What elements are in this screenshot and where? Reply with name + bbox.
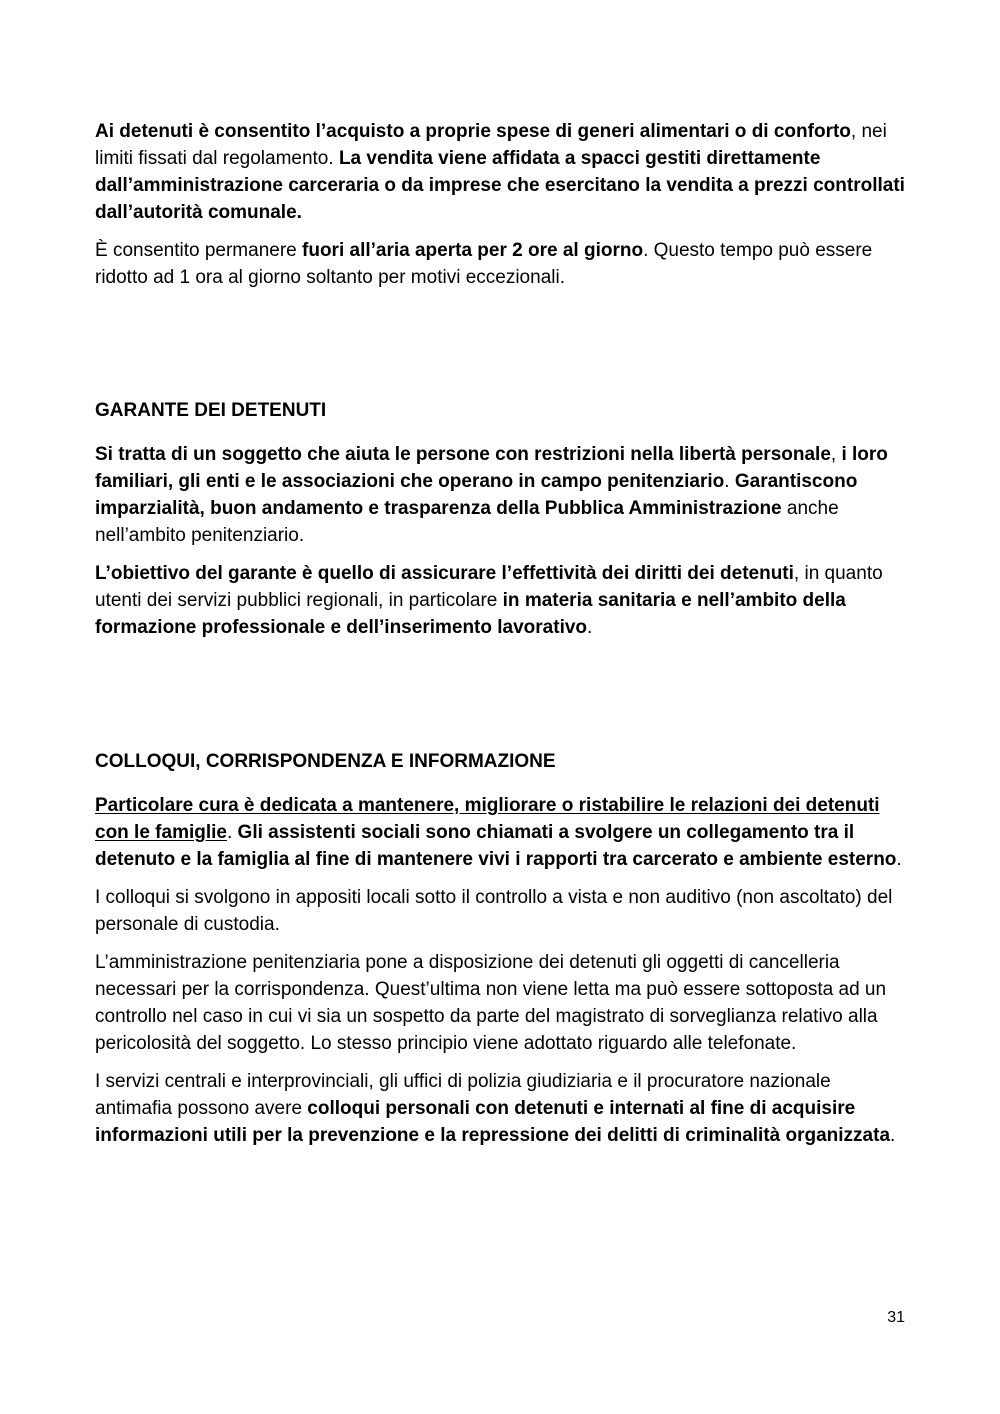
underlined-bold-text: Particolare cura è dedicata a mantenere, migliorare o ristabilire le relazioni dei detenuti con le famiglie — [95, 795, 880, 843]
section-garante — [95, 441, 907, 641]
text: È consentito permanere — [95, 240, 303, 261]
bold-text: colloqui personali con detenuti e internati al fine di acquisire informazioni utili per la prevenzione e la repressione dei delitti di criminalità organizzata — [95, 1098, 891, 1146]
paragraph-colloqui-investigativi — [95, 1068, 907, 1149]
bold-text: i loro familiari, gli enti e le associazioni che operano in campo penitenziario — [95, 444, 888, 492]
heading-colloqui: COLLOQUI, CORRISPONDENZA E INFORMAZIONE — [95, 751, 556, 772]
paragraph-garante-obiettivo — [95, 560, 907, 641]
paragraph-aria-aperta — [95, 237, 907, 291]
bold-text: fuori all’aria aperta per 2 ore al giorno — [302, 240, 644, 261]
text: . — [890, 1125, 896, 1146]
bold-text: La vendita viene affidata a spacci gestiti direttamente dall’amministrazione carceraria o da imprese che esercitano la vendita a prezzi controllati dall’autorità comunale. — [95, 148, 905, 223]
section-colloqui — [95, 792, 907, 1149]
text: , — [830, 444, 842, 465]
text: . — [896, 849, 902, 870]
paragraph-acquisti — [95, 118, 907, 226]
paragraph-garante-definizione — [95, 441, 907, 549]
text: . — [587, 617, 593, 638]
text: anche nell’ambito penitenziario. — [95, 498, 839, 546]
text: , in quanto utenti dei servizi pubblici regionali, in particolare — [95, 563, 883, 611]
bold-text: Garantiscono imparzialità, buon andamento e trasparenza della Pubblica Amministrazione — [95, 471, 858, 519]
text: I servizi centrali e interprovinciali, gli uffici di polizia giudiziaria e il procuratore nazionale antimafia possono avere — [95, 1071, 831, 1119]
paragraph-corrispondenza: L’amministrazione penitenziaria pone a disposizione dei detenuti gli oggetti di cancelleria necessari per la corrispondenza. Quest’ultima non viene letta ma può essere sottoposta ad un controllo nel caso in cui vi sia un sospetto da parte del magistrato di sorveglianza relativo alla pericolosità del soggetto. Lo stesso principio viene adottato riguardo alle telefonate. — [95, 952, 887, 1054]
bold-text: L’obiettivo del garante è quello di assicurare l’effettività dei diritti dei detenuti — [95, 563, 794, 584]
bold-text: Si tratta di un soggetto che aiuta le persone con restrizioni nella libertà personale — [95, 444, 831, 465]
bold-text: in materia sanitaria e nell’ambito della formazione professionale e dell’inserimento lavorativo — [95, 590, 846, 638]
paragraph-famiglie — [95, 792, 907, 873]
page-number: 31 — [887, 1309, 905, 1326]
text: . Questo tempo può essere ridotto ad 1 ora al giorno soltanto per motivi eccezionali. — [95, 240, 873, 288]
bold-text: Ai detenuti è consentito l’acquisto a proprie spese di generi alimentari o di conforto — [95, 121, 851, 142]
bold-text: Gli assistenti sociali sono chiamati a svolgere un collegamento tra il detenuto e la famiglia al fine di mantenere vivi i rapporti tra carcerato e ambiente esterno — [95, 822, 897, 870]
paragraph-colloqui-locali: I colloqui si svolgono in appositi locali sotto il controllo a vista e non auditivo (non ascoltato) del personale di custodia. — [95, 887, 893, 935]
heading-garante: GARANTE DEI DETENUTI — [95, 400, 327, 421]
section-acquisti — [95, 118, 907, 291]
text: . — [226, 822, 238, 843]
text: , nei limiti fissati dal regolamento. — [95, 121, 887, 169]
text: . — [724, 471, 735, 492]
